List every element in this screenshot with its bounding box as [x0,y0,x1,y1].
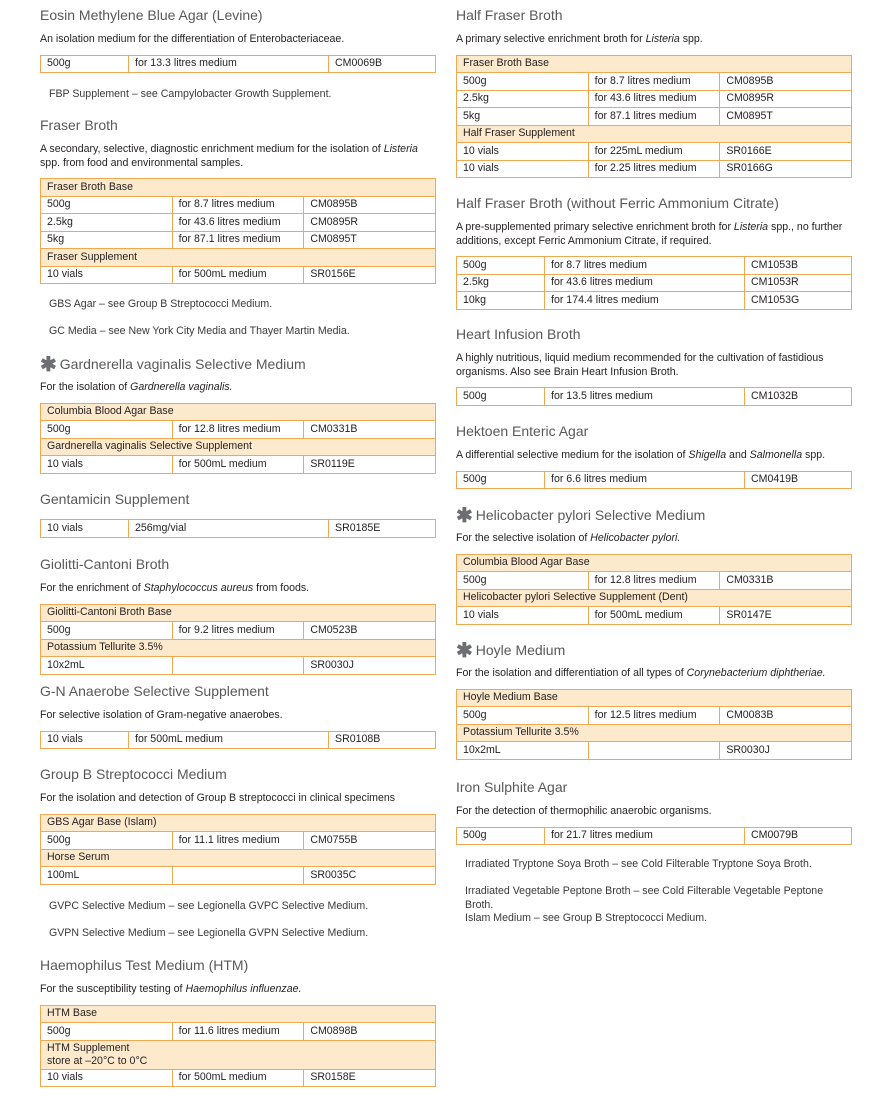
pack-size-cell: 10 vials [41,266,173,284]
product-table [40,731,436,750]
description-segment: Helicobacter pylori. [590,532,681,544]
group-header-cell [41,1040,436,1069]
entry-title-text: Group B Streptococci Medium [40,766,227,782]
entry-title [40,956,436,974]
entry-title [40,490,436,508]
product-code-cell: CM0331B [720,572,852,590]
pack-size-cell: 10 vials [457,143,589,161]
product-entry-half-fraser-broth [456,4,852,178]
pack-size-cell: 2.5kg [457,274,545,292]
usage-cell: for 12.8 litres medium [588,572,720,590]
table-row [41,1023,436,1041]
entry-title [456,778,852,796]
entry-description [456,667,852,681]
group-header-label: GBS Agar Base (Islam) [47,816,157,829]
description-segment: An isolation medium for the differentiation of Enterobacteriaceae. [40,33,345,45]
product-entry-hoyle-medium [456,638,852,760]
product-code-cell: CM1053G [745,292,852,310]
group-header-label: HTM Base [47,1007,98,1020]
product-code-cell: CM0895B [304,196,436,214]
entry-description [40,709,436,723]
table-row [457,73,852,91]
usage-cell: for 6.6 litres medium [545,471,745,489]
table-group-header [457,125,852,143]
cross-reference-note: GBS Agar – see Group B Streptococci Medium. [49,298,273,310]
description-segment: For the isolation and differentiation of all types of [456,667,687,679]
table-row [41,1069,436,1087]
group-header-label: Horse Serum [47,851,110,864]
pack-size-cell: 5kg [457,108,589,126]
usage-cell: for 43.6 litres medium [545,274,745,292]
description-segment: Salmonella [749,449,803,461]
usage-cell: for 12.5 litres medium [588,707,720,725]
entry-title-text: Half Fraser Broth (without Ferric Ammonium Citrate) [456,195,779,211]
pack-size-cell: 10 vials [457,160,589,178]
group-header-label: Fraser Broth Base [463,57,549,70]
pack-size-cell: 500g [41,1023,173,1041]
product-table [40,178,436,284]
cross-reference-note: Irradiated Vegetable Peptone Broth – see Cold Filterable Vegetable Peptone Broth. [465,885,824,911]
entry-title-text: Gentamicin Supplement [40,491,190,507]
table-group-header [41,179,436,197]
product-code-cell: CM0895R [720,90,852,108]
description-segment: A highly nutritious, liquid medium recommended for the cultivation of fastidious organisms. Also see Brain Heart Infusion Broth. [456,352,824,378]
group-header-label: Giolitti-Cantoni Broth Base [47,606,172,619]
description-segment: For the detection of thermophilic anaerobic organisms. [456,805,712,817]
description-segment: Shigella [688,449,727,461]
group-header-cell [457,589,852,607]
usage-cell: for 2.25 litres medium [588,160,720,178]
group-header-cell [41,639,436,657]
entry-description [456,221,852,248]
entry-title-text: Half Fraser Broth [456,7,563,23]
entry-title [456,325,852,343]
table-row [41,832,436,850]
table-row [41,196,436,214]
product-table [456,554,852,625]
group-header-cell [41,438,436,456]
pack-size-cell: 500g [41,196,173,214]
usage-cell: for 43.6 litres medium [588,90,720,108]
product-code-cell: CM0895R [304,214,436,232]
table-row [41,520,436,538]
entry-description [456,532,852,546]
product-entry-heart-infusion-broth [456,323,852,406]
product-code-cell: SR0166G [720,160,852,178]
usage-cell [172,657,304,675]
group-header-label: Half Fraser Supplement [463,127,575,140]
usage-cell: for 11.6 litres medium [172,1023,304,1041]
entry-title-text: Hoyle Medium [475,642,566,658]
product-code-cell: CM1032B [745,388,852,406]
group-header-cell [457,554,852,572]
table-row [457,707,852,725]
usage-cell: for 8.7 litres medium [588,73,720,91]
product-entry-haemophilus-test-medium-htm [40,954,436,1087]
usage-cell: for 500mL medium [172,1069,304,1087]
cross-reference-note: GC Media – see New York City Media and Thayer Martin Media. [49,325,350,337]
description-segment: Haemophilus influenzae. [185,983,302,995]
pack-size-cell: 10 vials [41,456,173,474]
group-header-cell [41,604,436,622]
product-entry-gardnerella-vaginalis-selective-medium [40,352,436,474]
usage-cell: for 13.5 litres medium [545,388,745,406]
product-code-cell: SR0108B [329,731,436,749]
product-code-cell: CM0895T [720,108,852,126]
pack-size-cell: 2.5kg [457,90,589,108]
usage-cell: for 21.7 litres medium [545,827,745,845]
pack-size-cell: 5kg [41,231,173,249]
product-entry-fraser-broth [40,114,436,284]
entry-title [40,555,436,573]
product-code-cell: SR0156E [304,266,436,284]
usage-cell: for 225mL medium [588,143,720,161]
description-segment: and [726,449,750,461]
entry-title [40,116,436,134]
product-entry-giolitti-cantoni-broth [40,553,436,675]
pack-size-cell: 10 vials [41,1069,173,1087]
entry-title-text: Helicobacter pylori Selective Medium [475,507,706,523]
table-row [41,421,436,439]
description-segment: A primary selective enrichment broth for [456,33,646,45]
table-group-header [41,639,436,657]
group-header-cell [41,814,436,832]
usage-cell: for 500mL medium [172,456,304,474]
table-row [41,231,436,249]
pack-size-cell: 10x2mL [41,657,173,675]
group-header-label: HTM Supplement [47,1041,130,1054]
pack-size-cell: 10 vials [41,731,129,749]
usage-cell [172,867,304,885]
table-group-header [457,589,852,607]
table-group-header [457,689,852,707]
table-group-header [41,403,436,421]
description-segment: For selective isolation of Gram-negative anaerobes. [40,709,283,721]
cross-reference-note: GVPC Selective Medium – see Legionella GVPC Selective Medium. [49,900,369,912]
group-header-cell [457,689,852,707]
entry-description [40,381,436,395]
table-row [41,622,436,640]
product-entry-helicobacter-pylori-selective-medium [456,503,852,625]
description-segment: A pre-supplemented primary selective enrichment broth for [456,221,734,233]
product-code-cell: CM0069B [329,55,436,73]
table-group-header [41,604,436,622]
product-code-cell: CM0898B [304,1023,436,1041]
description-segment: For the selective isolation of [456,532,591,544]
table-group-header [41,438,436,456]
pack-size-cell: 500g [457,257,545,275]
table-row [457,160,852,178]
table-row [457,90,852,108]
entry-description [40,582,436,596]
entry-description [456,33,852,47]
table-group-header [41,249,436,267]
entry-title [40,6,436,24]
product-code-cell: SR0035C [304,867,436,885]
product-code-cell: CM0755B [304,832,436,850]
usage-cell: for 500mL medium [172,266,304,284]
table-group-header [41,1005,436,1023]
usage-cell: for 11.1 litres medium [172,832,304,850]
product-table [456,471,852,490]
pack-size-cell: 10 vials [457,607,589,625]
pack-size-cell: 500g [41,832,173,850]
product-code-cell: SR0030J [304,657,436,675]
group-header-cell [457,125,852,143]
table-row [41,657,436,675]
product-code-cell: CM0079B [745,827,852,845]
asterisk-icon: ✱ [456,640,473,662]
table-group-header [457,724,852,742]
entry-title-text: Giolitti-Cantoni Broth [40,556,170,572]
description-segment: Listeria [733,221,769,233]
entry-title-text: Gardnerella vaginalis Selective Medium [59,356,306,372]
table-row [41,266,436,284]
group-header-label: Potassium Tellurite 3.5% [463,726,579,739]
pack-size-cell: 500g [457,827,545,845]
entry-description [456,449,852,463]
entry-title [456,640,852,662]
product-entry-g-n-anaerobe-selective-supplement [40,680,436,749]
product-table [456,689,852,760]
description-segment: Staphylococcus aureus [143,582,254,594]
table-group-header [41,849,436,867]
product-code-cell: SR0158E [304,1069,436,1087]
table-row [457,274,852,292]
product-table [40,403,436,474]
pack-size-cell: 500g [41,55,129,73]
product-code-cell: CM0895T [304,231,436,249]
description-segment: from foods. [253,582,310,594]
entry-description [40,792,436,806]
entry-title [456,194,852,212]
entry-title [456,6,852,24]
table-row [41,731,436,749]
usage-cell: for 87.1 litres medium [172,231,304,249]
product-code-cell: SR0147E [720,607,852,625]
pack-size-cell: 500g [457,471,545,489]
description-segment: spp. [679,33,703,45]
usage-cell: for 9.2 litres medium [172,622,304,640]
description-segment: For the susceptibility testing of [40,983,186,995]
product-code-cell: SR0185E [329,520,436,538]
usage-cell [588,742,720,760]
description-segment: Listeria [383,143,418,155]
cross-reference-note: GVPN Selective Medium – see Legionella GVPN Selective Medium. [49,927,369,939]
table-row [457,742,852,760]
entry-title [456,422,852,440]
product-table [40,519,436,538]
group-header-label: Helicobacter pylori Selective Supplement (Dent) [463,591,688,604]
cross-reference-note: Islam Medium – see Group B Streptococci Medium. [465,912,707,924]
entry-description [40,983,436,997]
description-segment: spp., no further additions, except Ferric Ammonium Citrate, if required. [456,221,843,247]
product-entry-hektoen-enteric-agar [456,420,852,489]
pack-size-cell: 100mL [41,867,173,885]
group-header-cell [457,724,852,742]
table-group-header [457,55,852,73]
group-header-cell [41,403,436,421]
table-row [457,143,852,161]
table-row [457,292,852,310]
pack-size-cell: 10kg [457,292,545,310]
entry-description [456,805,852,819]
entry-title-text: G-N Anaerobe Selective Supplement [40,683,269,699]
group-header-note: store at –20°C to 0°C [47,1054,148,1067]
entry-title [40,765,436,783]
asterisk-icon: ✱ [40,354,57,376]
pack-size-cell: 500g [457,707,589,725]
entry-title-text: Heart Infusion Broth [456,326,581,342]
product-table [456,55,852,179]
product-entry-eosin-methylene-blue-agar-levine [40,4,436,73]
description-segment: spp. [802,449,826,461]
group-header-cell [41,249,436,267]
table-row [457,471,852,489]
group-header-cell [41,849,436,867]
table-group-header [457,554,852,572]
usage-cell: for 500mL medium [588,607,720,625]
usage-cell: 256mg/vial [129,520,329,538]
product-code-cell: CM0523B [304,622,436,640]
product-code-cell: SR0030J [720,742,852,760]
product-code-cell: CM0083B [720,707,852,725]
pack-size-cell: 10 vials [41,520,129,538]
product-table [40,55,436,74]
usage-cell: for 174.4 litres medium [545,292,745,310]
group-header-label: Fraser Broth Base [47,180,133,193]
product-code-cell: CM1053R [745,274,852,292]
entry-title-text: Haemophilus Test Medium (HTM) [40,957,249,973]
entry-description [456,352,852,379]
description-segment: For the isolation of [40,381,131,393]
description-segment: spp. from food and environmental samples. [40,156,244,169]
group-header-label: Potassium Tellurite 3.5% [47,641,163,654]
group-header-label: Gardnerella vaginalis Selective Supplement [47,440,252,453]
pack-size-cell: 500g [457,73,589,91]
description-segment: For the isolation and detection of Group B streptococci in clinical specimens [40,792,396,804]
group-header-cell [41,179,436,197]
entry-title-text: Hektoen Enteric Agar [456,423,589,439]
description-segment: Corynebacterium diphtheriae. [686,667,826,679]
product-code-cell: SR0119E [304,456,436,474]
product-entry-gentamicin-supplement [40,488,436,538]
usage-cell: for 13.3 litres medium [129,55,329,73]
usage-cell: for 12.8 litres medium [172,421,304,439]
table-group-header [41,814,436,832]
table-row [457,572,852,590]
cross-reference-note: Irradiated Tryptone Soya Broth – see Cold Filterable Tryptone Soya Broth. [465,858,812,870]
entry-title-text: Iron Sulphite Agar [456,779,568,795]
pack-size-cell: 500g [41,421,173,439]
usage-cell: for 8.7 litres medium [545,257,745,275]
group-header-label: Columbia Blood Agar Base [463,556,590,569]
description-segment: A differential selective medium for the isolation of [456,449,689,461]
group-header-label: Fraser Supplement [47,250,138,263]
description-segment: A secondary, selective, diagnostic enrichment medium for the isolation of [40,143,384,155]
product-code-cell: CM0419B [745,471,852,489]
entry-description [40,33,436,47]
entry-title-text: Eosin Methylene Blue Agar (Levine) [40,7,263,23]
product-table [40,604,436,675]
table-row [41,867,436,885]
usage-cell: for 43.6 litres medium [172,214,304,232]
product-code-cell: CM0331B [304,421,436,439]
product-code-cell: SR0166E [720,143,852,161]
product-table [456,256,852,310]
product-entry-iron-sulphite-agar [456,776,852,845]
table-row [457,257,852,275]
pack-size-cell: 2.5kg [41,214,173,232]
table-row [41,214,436,232]
product-code-cell: CM1053B [745,257,852,275]
pack-size-cell: 500g [457,388,545,406]
description-segment: For the enrichment of [40,582,144,594]
product-code-cell: CM0895B [720,73,852,91]
product-table [456,827,852,846]
entry-title [40,682,436,700]
entry-title-text: Fraser Broth [40,117,118,133]
group-header-label: Hoyle Medium Base [463,691,558,704]
table-row [41,456,436,474]
usage-cell: for 8.7 litres medium [172,196,304,214]
entry-description [40,143,436,170]
description-segment: Gardnerella vaginalis. [130,381,233,393]
cross-reference-note: FBP Supplement – see Campylobacter Growth Supplement. [49,88,332,100]
product-table [456,387,852,406]
group-header-cell [457,55,852,73]
group-header-cell [41,1005,436,1023]
product-table [40,1005,436,1088]
table-row [41,55,436,73]
usage-cell: for 500mL medium [129,731,329,749]
table-row [457,108,852,126]
entry-title [456,505,852,527]
product-table [40,814,436,885]
group-header-label: Columbia Blood Agar Base [47,405,174,418]
table-row [457,607,852,625]
pack-size-cell: 500g [457,572,589,590]
asterisk-icon: ✱ [456,505,473,527]
product-entry-group-b-streptococci-medium [40,763,436,885]
description-segment: Listeria [645,33,680,45]
entry-title [40,354,436,376]
table-group-header [41,1040,436,1069]
pack-size-cell: 500g [41,622,173,640]
product-entry-half-fraser-broth-without-ferric-ammonium-citrate [456,192,852,310]
pack-size-cell: 10x2mL [457,742,589,760]
usage-cell: for 87.1 litres medium [588,108,720,126]
table-row [457,388,852,406]
table-row [457,827,852,845]
